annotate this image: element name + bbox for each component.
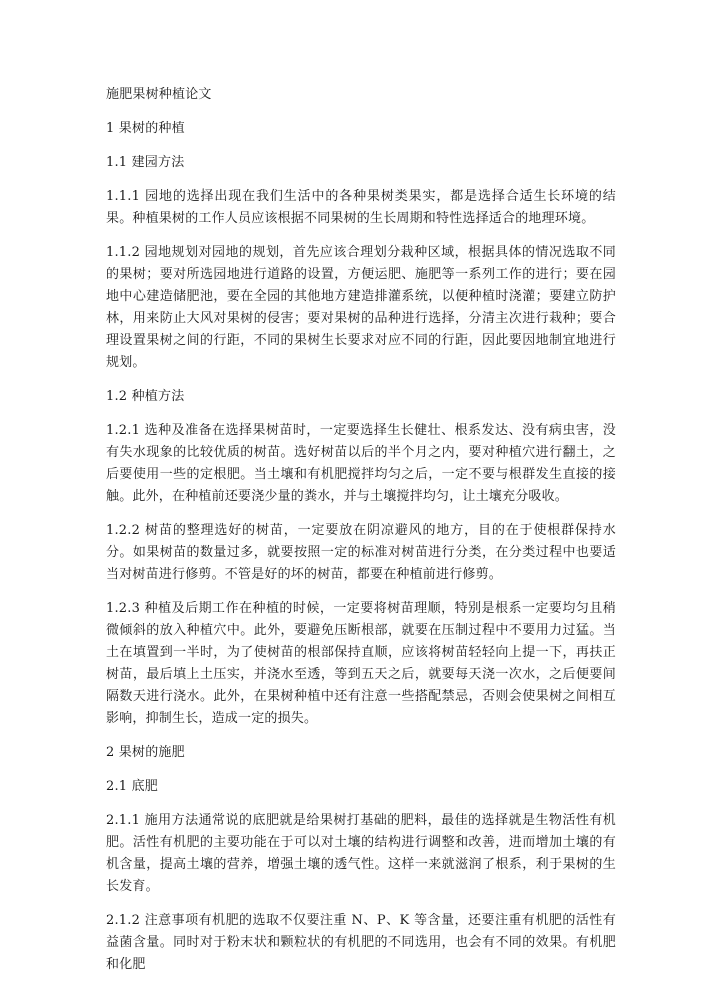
paragraph: 2.1.1 施用方法通常说的底肥就是给果树打基础的肥料，最佳的选择就是生物活性有机肥。活性有机肥的主要功能在于可以对土壤的结构进行调整和改善，进而增加土壤的有机含量，提高土壤的营养，增强土壤的透气性。这样一来就滋润了根系，利于果树的生长发育。 [106, 813, 616, 894]
paragraph: 1.1.2 园地规划对园地的规划，首先应该合理划分栽种区域，根据具体的情况选取不同的果树；要对所选园地进行道路的设置，方便运肥、施肥等一系列工作的进行；要在园地中心建造储肥池，要在全园的其他地方建造排灌系统，以便种植时浇灌；要建立防护林，用来防止大风对果树的侵害；要对果树的品种进行选择，分清主次进行栽种；要合理设置果树之间的行距，不同的果树生长要求对应不同的行距，因此要因地制宜地进行规划。 [106, 245, 616, 370]
subsection-heading: 1.1 建园方法 [106, 155, 185, 170]
paragraph: 1.2.3 种植及后期工作在种植的时候，一定要将树苗理顺，特别是根系一定要均匀且稍微倾斜的放入种植穴中。此外，要避免压断根部，就要在压制过程中不要用力过猛。当土在填置到一半时，为了使树苗的根部保持直顺，应该将树苗轻轻向上提一下，再扶正树苗，最后填上土压实，并浇水至透，等到五天之后，就要每天浇一次水，之后便要间隔数天进行浇水。此外，在果树种植中还有注意一些搭配禁忌，否则会使果树之间相互影响，抑制生长，造成一定的损失。 [106, 601, 616, 726]
section-heading: 1 果树的种植 [106, 121, 185, 136]
document-page [106, 84, 616, 988]
subsection-heading: 2.1 底肥 [106, 779, 159, 794]
paragraph: 1.2.1 选种及准备在选择果树苗时，一定要选择生长健壮、根系发达、没有病虫害，没有失水现象的比较优质的树苗。选好树苗以后的半个月之内，要对种植穴进行翻土，之后要使用一些的定根肥。当土壤和有机肥搅拌均匀之后，一定不要与根群发生直接的接触。此外，在种植前还要浇少量的粪水，并与土壤搅拌均匀，让土壤充分吸收。 [106, 423, 616, 504]
subsection-heading: 1.2 种植方法 [106, 389, 185, 404]
document-title: 施肥果树种植论文 [106, 87, 212, 102]
paragraph: 1.1.1 园地的选择出现在我们生活中的各种果树类果实，都是选择合适生长环境的结果。种植果树的工作人员应该根据不同果树的生长周期和特性选择适合的地理环境。 [106, 189, 616, 226]
paragraph: 1.2.2 树苗的整理选好的树苗，一定要放在阴凉避风的地方，目的在于使根群保持水分。如果树苗的数量过多，就要按照一定的标准对树苗进行分类，在分类过程中也要适当对树苗进行修剪。不管是好的坏的树苗，都要在种植前进行修剪。 [106, 523, 616, 582]
paragraph: 2.1.2 注意事项有机肥的选取不仅要注重 N、P、K 等含量，还要注重有机肥的活性有益菌含量。同时对于粉末状和颗粒状的有机肥的不同选用，也会有不同的效果。有机肥和化肥 [106, 913, 616, 972]
section-heading: 2 果树的施肥 [106, 745, 185, 760]
